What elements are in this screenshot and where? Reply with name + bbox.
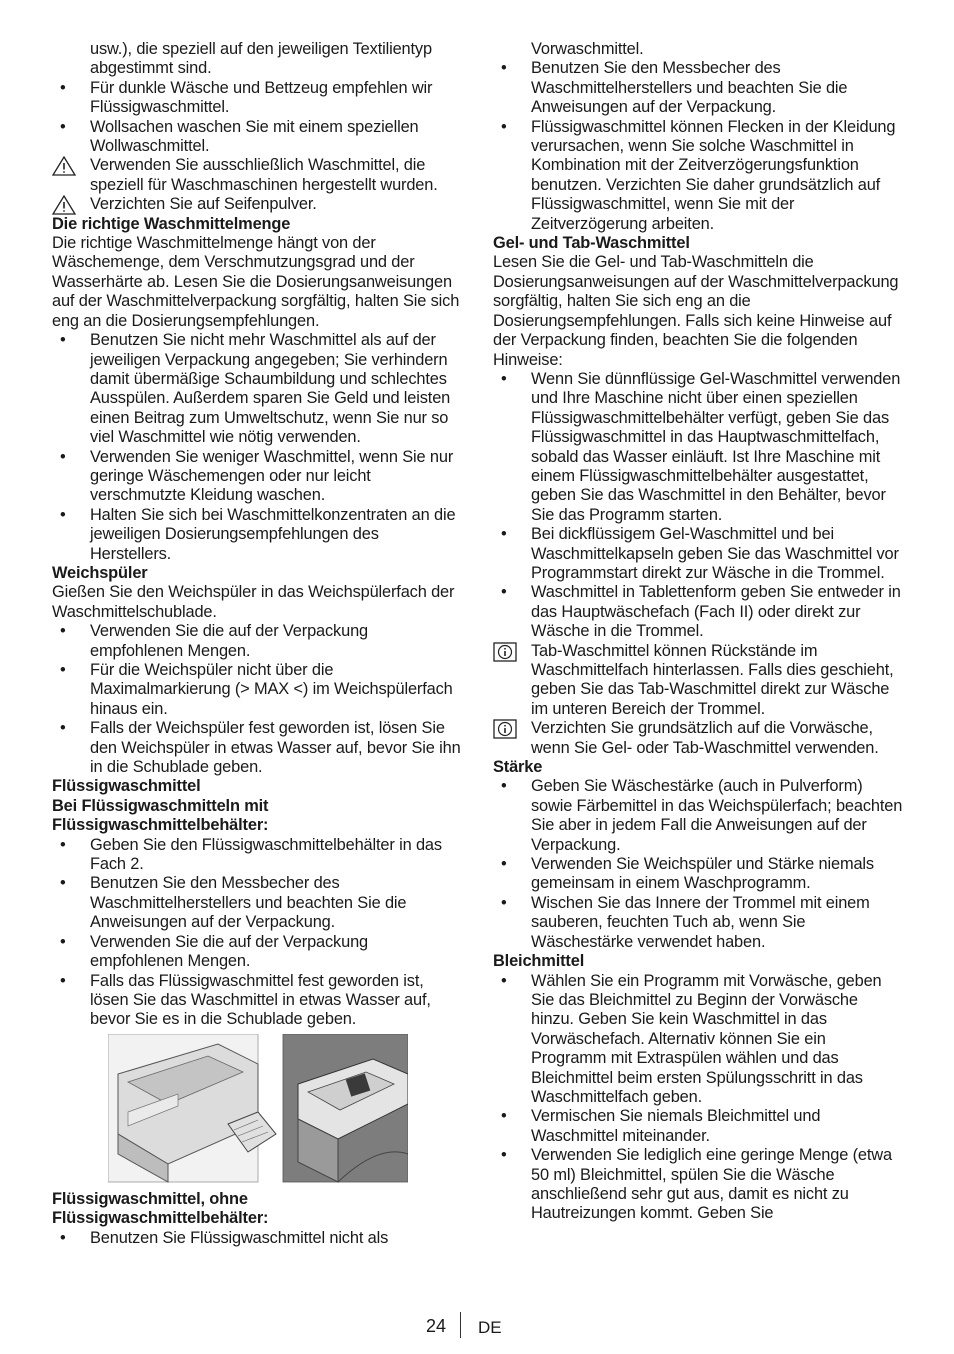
list-item: • Verwenden Sie lediglich eine geringe Menge (etwa 50 ml) Bleichmittel, spülen Sie die Wäsche anschließend sehr gut aus, damit es nicht zu Hautreizungen kommt. Geben Sie (493, 1146, 905, 1224)
info-note (493, 642, 905, 720)
list-item: • Wischen Sie das Innere der Trommel mit einem sauberen, feuchten Tuch ab, wenn Sie Wäschestärke verwendet haben. (493, 894, 905, 952)
warning-note (52, 156, 464, 195)
list-item: • Bei dickflüssigem Gel-Waschmittel und bei Waschmittelkapseln geben Sie das Waschmittel vor Programmstart direkt zur Wäsche in die Trommel. (493, 525, 905, 583)
detergent-drawer-illustration (108, 1034, 408, 1184)
paragraph-continuation: usw.), die speziell auf den jeweiligen Textilientyp abgestimmt sind. (90, 40, 432, 78)
paragraph: Gießen Sie den Weichspüler in das Weichspülerfach der Waschmittelschublade. (52, 583, 455, 621)
list-item: • Verwenden Sie weniger Waschmittel, wenn Sie nur geringe Wäschemengen oder nur leicht verschmutzte Kleidung waschen. (52, 448, 464, 506)
warning-note (52, 195, 464, 214)
warning-text: Verwenden Sie ausschließlich Waschmittel, die speziell für Waschmaschinen hergestellt wurden. (90, 156, 438, 194)
list-item: • Geben Sie Wäschestärke (auch in Pulverform) sowie Färbemittel in das Weichspülerfach; beachten Sie aber in jedem Fall die Anweisungen auf der Verpackung. (493, 777, 905, 855)
list-item: • Flüssigwaschmittel können Flecken in der Kleidung verursachen, wenn Sie solche Waschmittel in Kombination mit der Zeitverzögerungsfunktion benutzen. Verzichten Sie daher grundsätzlich auf Flüssigwaschmittel, wenn Sie mit der Zeitverzögerung arbeiten. (493, 118, 905, 234)
info-text: Tab-Waschmittel können Rückstände im Waschmittelfach hinterlassen. Falls dies geschieht, geben Sie das Tab-Waschmittel direkt zur Wäsche im unteren Bereich der Trommel. (531, 641, 894, 718)
list-item: • Vermischen Sie niemals Bleichmittel und Waschmittel miteinander. (493, 1107, 905, 1146)
list-item: • Verwenden Sie Weichspüler und Stärke niemals gemeinsam in einem Waschprogramm. (493, 855, 905, 894)
section-heading-softener: Weichspüler (52, 563, 148, 582)
section-heading-starch: Stärke (493, 758, 543, 777)
list-item: • Benutzen Sie nicht mehr Waschmittel als auf der jeweiligen Verpackung angegeben; Sie verhindern damit übermäßige Schaumbildung und schlechtes Ausspülen. Außerdem sparen Sie Geld und leisten einen Beitrag zum Umweltschutz, wenn Sie nur so viel Waschmittel wie nötig verwenden. (52, 331, 464, 447)
section-heading-bleach: Bleichmittel (493, 952, 585, 971)
paragraph-continuation: Vorwaschmittel. (531, 40, 644, 58)
section-heading-liquid: Flüssigwaschmittel (52, 777, 201, 796)
warning-icon (52, 156, 76, 176)
list-item: • Verwenden Sie die auf der Verpackung empfohlenen Mengen. (52, 933, 464, 972)
footer-divider (460, 1312, 461, 1338)
section-heading-gel-tab: Gel- und Tab-Waschmittel (493, 234, 690, 253)
list-item: • Falls das Flüssigwaschmittel fest geworden ist, lösen Sie das Waschmittel in etwas Wasser auf, bevor Sie es in die Schublade geben. (52, 972, 464, 1030)
subheading: Flüssigwaschmittelbehälter: (52, 1209, 269, 1228)
list-item: • Benutzen Sie den Messbecher des Waschmittelherstellers und beachten Sie die Anweisungen auf der Verpackung. (493, 59, 905, 117)
drawer-drawing (108, 1034, 408, 1184)
warning-icon (52, 195, 76, 215)
list-item: • Verwenden Sie die auf der Verpackung empfohlenen Mengen. (52, 622, 464, 661)
list-item: • Waschmittel in Tablettenform geben Sie entweder in das Hauptwäschefach (Fach II) oder direkt zur Wäsche in die Trommel. (493, 583, 905, 641)
list-item: • Wollsachen waschen Sie mit einem speziellen Wollwaschmittel. (52, 118, 464, 157)
list-item: • Wählen Sie ein Programm mit Vorwäsche, geben Sie das Bleichmittel zu Beginn der Vorwäsche hinzu. Geben Sie kein Waschmittel in das Vorwäschefach. Alternativ können Sie ein Programm mit Extraspülen wählen und das Bleichmittel beim ersten Spülungsschritt in das Waschmittelfach geben. (493, 972, 905, 1108)
subheading: Flüssigwaschmittelbehälter: (52, 816, 269, 835)
list-item: • Für die Weichspüler nicht über die Maximalmarkierung (> MAX <) im Weichspülerfach hinaus ein. (52, 661, 464, 719)
list-item: • Halten Sie sich bei Waschmittelkonzentraten an die jeweiligen Dosierungsempfehlungen des Herstellers. (52, 506, 464, 564)
subheading: Bei Flüssigwaschmitteln mit (52, 796, 269, 815)
paragraph: Lesen Sie die Gel- und Tab-Waschmitteln die Dosierungsanweisungen auf der Waschmittelverpackung sorgfältig, halten Sie sich eng an die Dosierungsempfehlungen. Falls sich keine Hinweise auf der Verpackung finden, beachten Sie die folgenden Hinweise: (493, 253, 899, 369)
right-column (493, 40, 905, 1224)
page-footer (0, 1312, 954, 1342)
left-column (52, 40, 464, 1248)
list-item: • Für dunkle Wäsche und Bettzeug empfehlen wir Flüssigwaschmittel. (52, 79, 464, 118)
section-heading-dosage: Die richtige Waschmittelmenge (52, 214, 291, 233)
info-note (493, 719, 905, 758)
info-icon (493, 642, 517, 662)
warning-text: Verzichten Sie auf Seifenpulver. (90, 195, 317, 214)
language-code: DE (478, 1318, 502, 1337)
list-item: • Geben Sie den Flüssigwaschmittelbehälter in das Fach 2. (52, 836, 464, 875)
list-item: • Wenn Sie dünnflüssige Gel-Waschmittel verwenden und Ihre Maschine nicht über einen speziellen Flüssigwaschmittelbehälter verfügt, geben Sie das Flüssigwaschmittel in das Hauptwaschmittelfach, sobald das Wasser einläuft. Ist Ihre Maschine mit einem Flüssigwaschmittelbehälter ausgestattet, geben Sie das Waschmittel in den Behälter, bevor Sie das Programm starten. (493, 370, 905, 525)
list-item: • Falls der Weichspüler fest geworden ist, lösen Sie den Weichspüler in etwas Wasser auf, bevor Sie ihn in die Schublade geben. (52, 719, 464, 777)
section-heading-liquid-without-container: Flüssigwaschmittel, ohne (52, 1189, 248, 1208)
paragraph: Die richtige Waschmittelmenge hängt von der Wäschemenge, dem Verschmutzungsgrad und der Wasserhärte ab. Lesen Sie die Dosierungsanweisungen auf der Waschmittelverpackung sorgfältig, halten Sie sich eng an die Dosierungsempfehlungen. (52, 234, 460, 330)
list-item: • Benutzen Sie den Messbecher des Waschmittelherstellers und beachten Sie die Anweisungen auf der Verpackung. (52, 874, 464, 932)
page-number: 24 (425, 1316, 446, 1336)
list-item: • Benutzen Sie Flüssigwaschmittel nicht als (52, 1229, 464, 1248)
info-icon (493, 719, 517, 739)
info-text: Verzichten Sie grundsätzlich auf die Vorwäsche, wenn Sie Gel- oder Tab-Waschmittel verwenden. (531, 719, 879, 757)
